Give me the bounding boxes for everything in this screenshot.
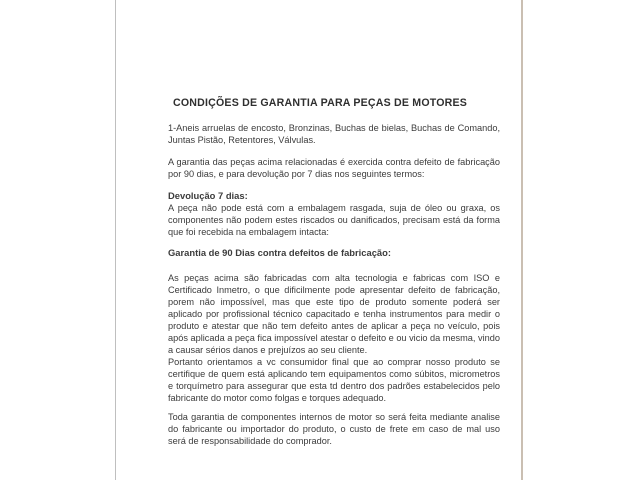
- warranty-summary-paragraph: A garantia das peças acima relacionadas é exercida contra defeito de fabricação por 90 dias, e para devolução por 7 dias nos seguintes termos:: [168, 157, 500, 179]
- returns-body-paragraph: A peça não pode está com a embalagem rasgada, suja de óleo ou graxa, os componentes não podem estes riscados ou danificados, precisam está da forma que foi recebida na embalagem intacta:: [168, 203, 500, 237]
- page-edge-right: [521, 0, 523, 480]
- page-edge-left: [115, 0, 116, 480]
- returns-heading: Devolução 7 dias:: [168, 190, 248, 201]
- defects-body-paragraph-2: Portanto orientamos a vc consumidor final que ao comprar nosso produto se certifique de quem está aplicando tem equipamentos como súbitos, micrometros e torquímetro para assegurar que esta td dentro dos padrões estabelecidos pelo fabricante do motor como folgas e torques adequado.: [168, 357, 500, 403]
- defects-warranty-heading: Garantia de 90 Dias contra defeitos de fabricação:: [168, 247, 391, 258]
- shipping-note-paragraph: Toda garantia de componentes internos de motor so será feita mediante analise do fabricante ou importador do produto, o custo de frete em caso de mal uso será de responsabilidade do comprador.: [168, 412, 500, 446]
- document-title: CONDIÇÕES DE GARANTIA PARA PEÇAS DE MOTORES: [173, 97, 468, 109]
- document-content: [168, 97, 500, 447]
- parts-list-paragraph: 1-Aneis arruelas de encosto, Bronzinas, Buchas de bielas, Buchas de Comando, Juntas Pistão, Retentores, Válvulas.: [168, 123, 500, 145]
- defects-body-paragraph-1: As peças acima são fabricadas com alta tecnologia e fabricas com ISO e Certificado Inmetro, o que dificilmente pode apresentar defeito de fabricação, porem não impossível, mas que este tipo de produto somente poderá ser aplicado por profissional técnico capacitado e tenha instrumentos para medir o produto e atestar que não tem defeito antes de aplicar a peça no veículo, pois após aplicada a peça fica impossível atestar o defeito e ou vicio da mesma, vindo a causar sérios danos e prejuízos ao seu cliente.: [168, 273, 500, 355]
